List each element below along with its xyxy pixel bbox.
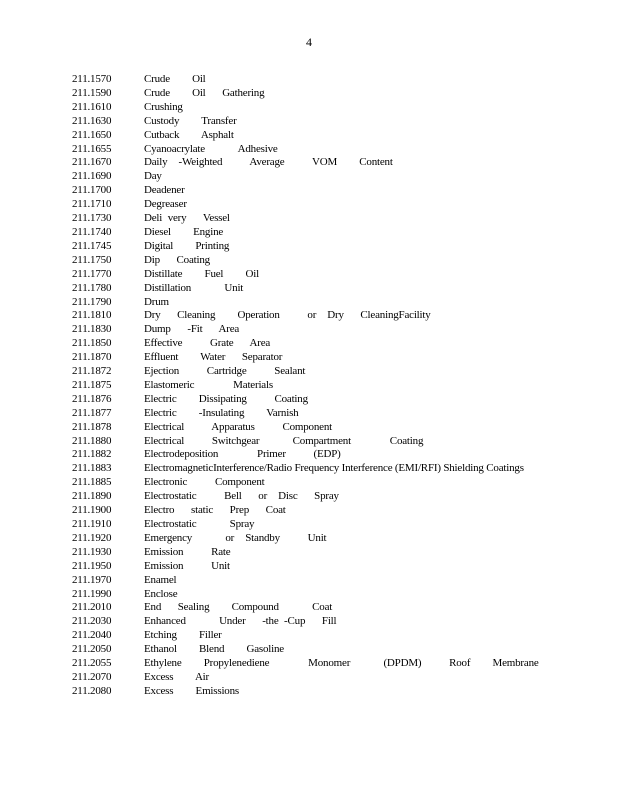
- list-item: [72, 226, 542, 240]
- list-item: [72, 337, 542, 351]
- section-code: 211.1670: [72, 156, 112, 169]
- section-code: 211.1882: [72, 448, 112, 461]
- section-code: 211.1690: [72, 170, 112, 183]
- defined-term: Electronic Component: [144, 476, 265, 489]
- section-code: 211.2040: [72, 629, 112, 642]
- section-code: 211.1970: [72, 573, 112, 586]
- defined-term: Electrical Switchgear Compartment Coating: [144, 434, 424, 447]
- list-item: [72, 156, 542, 170]
- section-code: 211.2080: [72, 684, 112, 697]
- section-code: 211.1920: [72, 531, 112, 544]
- list-item: [72, 643, 542, 657]
- defined-term: Electro static Prep Coat: [144, 504, 286, 517]
- section-code: 211.1880: [72, 434, 112, 447]
- section-code: 211.2030: [72, 615, 112, 628]
- defined-term: Cyanoacrylate Adhesive: [144, 142, 278, 155]
- list-item: [72, 504, 542, 518]
- list-item: [72, 671, 542, 685]
- defined-term: Excess Emissions: [144, 684, 239, 697]
- section-code: 211.1655: [72, 142, 112, 155]
- page-number: 4: [306, 35, 312, 49]
- section-code: 211.1930: [72, 545, 112, 558]
- defined-term: Etching Filler: [144, 629, 222, 642]
- list-item: [72, 184, 542, 198]
- list-item: [72, 560, 542, 574]
- section-code: 211.1730: [72, 212, 112, 225]
- section-code: 211.2070: [72, 670, 112, 683]
- section-code: 211.1790: [72, 295, 112, 308]
- section-code: 211.1770: [72, 267, 112, 280]
- section-code: 211.1780: [72, 281, 112, 294]
- defined-term: Elastomeric Materials: [144, 378, 273, 391]
- list-item: [72, 296, 542, 310]
- section-code: 211.1900: [72, 504, 112, 517]
- list-item: [72, 240, 542, 254]
- section-code: 211.1950: [72, 559, 112, 572]
- defined-term: Effluent Water Separator: [144, 351, 283, 364]
- defined-term: Ethylene Propylenediene Monomer (DPDM) Roof Membrane: [144, 657, 539, 670]
- section-code: 211.1878: [72, 420, 112, 433]
- section-code: 211.1750: [72, 253, 112, 266]
- section-code: 211.1650: [72, 128, 112, 141]
- section-code: 211.1872: [72, 365, 112, 378]
- defined-term: Electric Dissipating Coating: [144, 392, 308, 405]
- defined-term: Excess Air: [144, 670, 210, 683]
- defined-term: Electrostatic Bell or Disc Spray: [144, 490, 339, 503]
- list-item: [72, 268, 542, 282]
- section-code: 211.1885: [72, 476, 112, 489]
- list-item: [72, 309, 542, 323]
- defined-term: Dump -Fit Area: [144, 323, 240, 336]
- defined-term: Enhanced Under -the -Cup Fill: [144, 615, 337, 628]
- defined-term: Emergency or Standby Unit: [144, 531, 327, 544]
- list-item: [72, 588, 542, 602]
- defined-term: Dry Cleaning Operation or Dry CleaningFacility: [144, 309, 431, 322]
- section-code: 211.1570: [72, 73, 112, 85]
- defined-term: Crushing: [144, 100, 183, 113]
- list-item: [72, 546, 542, 560]
- list-item: [72, 615, 542, 629]
- defined-term: Crude Oil Gathering: [144, 86, 265, 99]
- list-item: [72, 73, 542, 87]
- list-item: [72, 170, 542, 184]
- section-code: 211.1875: [72, 378, 112, 391]
- section-code: 211.2050: [72, 643, 112, 656]
- list-item: [72, 476, 542, 490]
- section-code: 211.1850: [72, 337, 112, 350]
- section-code: 211.1990: [72, 587, 112, 600]
- defined-term: Daily -Weighted Average VOM Content: [144, 156, 393, 169]
- defined-term: Drum: [144, 295, 169, 308]
- defined-term: Degreaser: [144, 198, 187, 211]
- definitions-list: [72, 73, 542, 699]
- defined-term: Deadener: [144, 184, 185, 197]
- list-item: [72, 532, 542, 546]
- defined-term: Custody Transfer: [144, 114, 237, 127]
- defined-term: Distillate Fuel Oil: [144, 267, 259, 280]
- section-code: 211.1700: [72, 184, 112, 197]
- defined-term: Emission Unit: [144, 559, 230, 572]
- defined-term: Effective Grate Area: [144, 337, 271, 350]
- list-item: [72, 254, 542, 268]
- list-item: [72, 629, 542, 643]
- list-item: [72, 490, 542, 504]
- defined-term: Cutback Asphalt: [144, 128, 234, 141]
- list-item: [72, 421, 542, 435]
- defined-term: Dip Coating: [144, 253, 210, 266]
- section-code: 211.1710: [72, 198, 112, 211]
- defined-term: Emission Rate: [144, 545, 231, 558]
- list-item: [72, 115, 542, 129]
- section-code: 211.2055: [72, 657, 112, 670]
- defined-term: Electrostatic Spray: [144, 518, 255, 530]
- section-code: 211.1630: [72, 114, 112, 127]
- section-code: 211.1830: [72, 323, 112, 336]
- section-code: 211.1883: [72, 462, 112, 475]
- defined-term: Ejection Cartridge Sealant: [144, 365, 306, 378]
- defined-term: End Sealing Compound Coat: [144, 601, 333, 614]
- section-code: 211.1870: [72, 351, 112, 364]
- section-code: 211.2010: [72, 601, 112, 614]
- section-code: 211.1910: [72, 518, 112, 530]
- list-item: [72, 518, 542, 532]
- defined-term: Electrodeposition Primer (EDP): [144, 448, 341, 461]
- list-item: [72, 129, 542, 143]
- list-item: [72, 87, 542, 101]
- defined-term: Day: [144, 170, 162, 183]
- list-item: [72, 365, 542, 379]
- list-item: [72, 351, 542, 365]
- list-item: [72, 574, 542, 588]
- list-item: [72, 462, 542, 476]
- list-item: [72, 212, 542, 226]
- list-item: [72, 448, 542, 462]
- defined-term: Crude Oil: [144, 73, 206, 85]
- defined-term: Electrical Apparatus Component: [144, 420, 332, 433]
- list-item: [72, 323, 542, 337]
- list-item: [72, 101, 542, 115]
- section-code: 211.1877: [72, 406, 112, 419]
- list-item: [72, 282, 542, 296]
- defined-term: Electric -Insulating Varnish: [144, 406, 299, 419]
- section-code: 211.1810: [72, 309, 112, 322]
- list-item: [72, 143, 542, 157]
- list-item: [72, 407, 542, 421]
- defined-term: Distillation Unit: [144, 281, 244, 294]
- defined-term: Enamel: [144, 573, 177, 586]
- defined-term: Digital Printing: [144, 239, 230, 252]
- section-code: 211.1745: [72, 239, 112, 252]
- list-item: [72, 198, 542, 212]
- section-code: 211.1876: [72, 392, 112, 405]
- defined-term: Deli very Vessel: [144, 212, 230, 225]
- list-item: [72, 657, 542, 671]
- list-item: [72, 685, 542, 699]
- list-item: [72, 435, 542, 449]
- defined-term: Ethanol Blend Gasoline: [144, 643, 284, 656]
- section-code: 211.1740: [72, 225, 112, 238]
- list-item: [72, 393, 542, 407]
- section-code: 211.1890: [72, 490, 112, 503]
- defined-term: Diesel Engine: [144, 225, 224, 238]
- section-code: 211.1590: [72, 86, 112, 99]
- list-item: [72, 379, 542, 393]
- defined-term: ElectromagneticInterference/Radio Frequency Interference (EMI/RFI) Shielding Coatings: [144, 462, 524, 475]
- section-code: 211.1610: [72, 100, 112, 113]
- defined-term: Enclose: [144, 587, 178, 600]
- list-item: [72, 601, 542, 615]
